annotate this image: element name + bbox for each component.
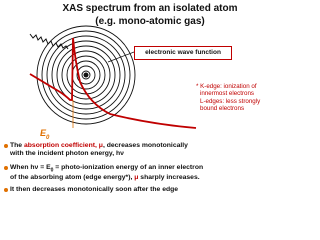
absorbing-atom: [84, 73, 89, 78]
bullet-dot: [4, 188, 8, 192]
title-line-1: XAS spectrum from an isolated atom: [62, 3, 238, 14]
bullet-dot: [4, 144, 8, 148]
wave-function-label-box: electronic wave function: [134, 46, 232, 60]
bullet-dot: [4, 166, 8, 170]
bullet-text: When $h\nu = E_0$ = photo-ionization energy of an inner electron of the absorbing atom (edge energy*), μ sharply increases.: [10, 164, 204, 182]
note-line: innermost electrons: [200, 90, 254, 98]
title-line-2: (e.g. mono-atomic gas): [95, 16, 205, 27]
note-line: bound electrons: [200, 105, 245, 113]
note-line: L-edges: less strongly: [200, 97, 261, 105]
bullet-text: It then decreases monotonically soon after the edge: [10, 186, 179, 193]
edge-energy-label: $E_0$: [40, 128, 50, 141]
incident-photon-wave: [30, 34, 68, 49]
bullet-text: The absorption coefficient, μ, decreases monotonically with the incident photon energy, hν: [10, 142, 188, 157]
edge-note: [196, 83, 296, 113]
note-line: * K-edge: ionization of: [196, 83, 257, 90]
